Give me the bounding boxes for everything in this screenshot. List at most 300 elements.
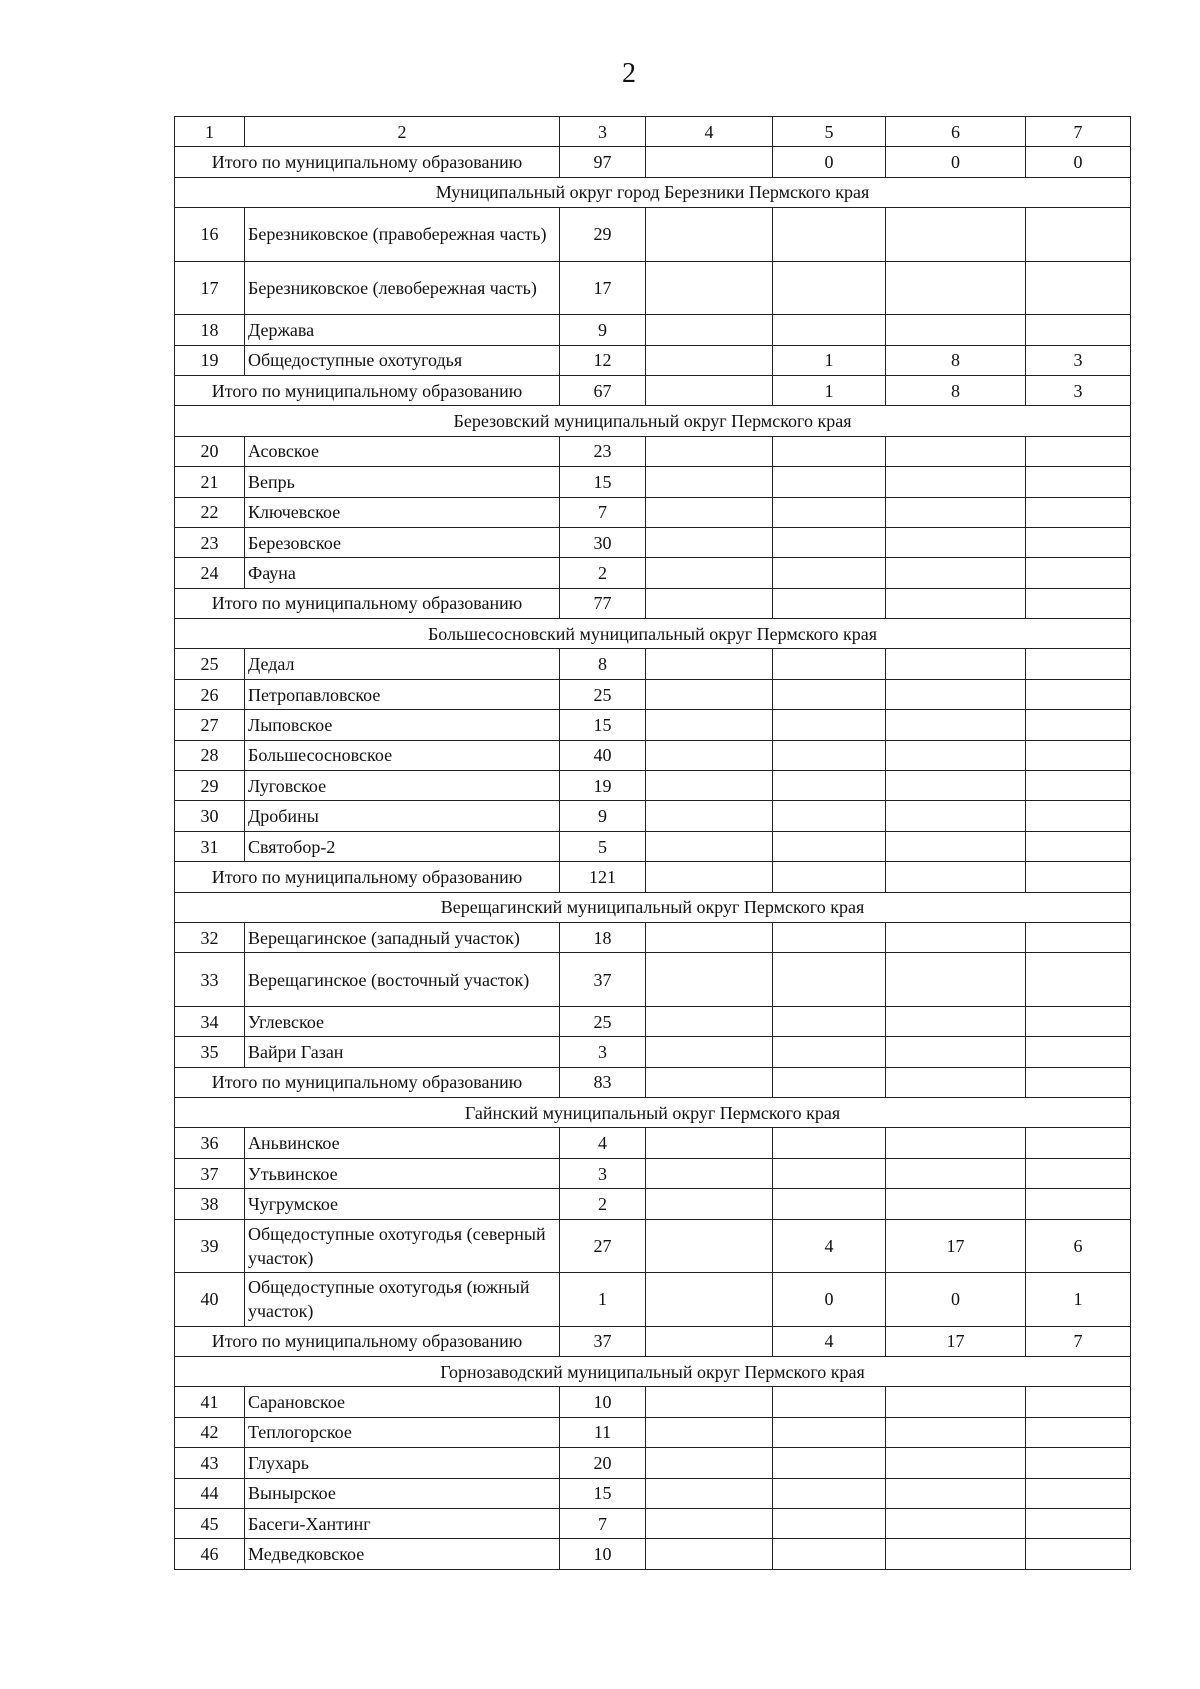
total-value-c3: 67 — [560, 375, 646, 405]
hunting-ground-name: Сарановское — [245, 1387, 560, 1417]
total-value-c6 — [886, 1067, 1026, 1097]
table-row — [175, 771, 1131, 801]
total-value-c5: 4 — [773, 1326, 886, 1356]
table-row — [175, 1387, 1131, 1417]
value-c7 — [1026, 1006, 1131, 1036]
value-c3: 25 — [560, 1006, 646, 1036]
total-label: Итого по муниципальному образованию — [175, 588, 560, 618]
total-value-c6 — [886, 588, 1026, 618]
value-c7 — [1026, 649, 1131, 679]
value-c5 — [773, 771, 886, 801]
column-number-cell: 7 — [1026, 117, 1131, 147]
hunting-ground-name: Асовское — [245, 436, 560, 466]
value-c4 — [646, 831, 773, 861]
table-row — [175, 649, 1131, 679]
value-c7 — [1026, 922, 1131, 952]
table-row — [175, 1478, 1131, 1508]
value-c3: 40 — [560, 740, 646, 770]
value-c5 — [773, 497, 886, 527]
column-number-cell: 5 — [773, 117, 886, 147]
hunting-ground-name: Медведковское — [245, 1539, 560, 1569]
table-row — [175, 679, 1131, 709]
value-c6 — [886, 953, 1026, 1007]
value-c3: 5 — [560, 831, 646, 861]
value-c5 — [773, 1158, 886, 1188]
page-number: 2 — [622, 58, 636, 89]
value-c6 — [886, 558, 1026, 588]
value-c7 — [1026, 1508, 1131, 1538]
row-number: 25 — [175, 649, 245, 679]
hunting-ground-name: Басеги-Хантинг — [245, 1508, 560, 1538]
value-c5 — [773, 467, 886, 497]
value-c5 — [773, 436, 886, 466]
hunting-ground-name: Держава — [245, 315, 560, 345]
value-c7 — [1026, 1478, 1131, 1508]
value-c6 — [886, 1387, 1026, 1417]
total-value-c3: 37 — [560, 1326, 646, 1356]
value-c6 — [886, 315, 1026, 345]
table-row — [175, 922, 1131, 952]
value-c3: 2 — [560, 558, 646, 588]
row-number: 24 — [175, 558, 245, 588]
row-number: 20 — [175, 436, 245, 466]
total-row — [175, 1067, 1131, 1097]
total-value-c6: 0 — [886, 147, 1026, 177]
value-c4 — [646, 436, 773, 466]
row-number: 38 — [175, 1189, 245, 1219]
value-c3: 7 — [560, 497, 646, 527]
value-c7 — [1026, 436, 1131, 466]
value-c6 — [886, 1448, 1026, 1478]
total-label: Итого по муниципальному образованию — [175, 147, 560, 177]
value-c4 — [646, 1006, 773, 1036]
section-header-row — [175, 177, 1131, 207]
value-c5 — [773, 261, 886, 315]
total-value-c7: 7 — [1026, 1326, 1131, 1356]
row-number: 17 — [175, 261, 245, 315]
value-c3: 15 — [560, 467, 646, 497]
table-row — [175, 740, 1131, 770]
hunting-ground-name: Общедоступные охотугодья — [245, 345, 560, 375]
section-header-row — [175, 406, 1131, 436]
row-number: 26 — [175, 679, 245, 709]
value-c5 — [773, 1508, 886, 1538]
table-row — [175, 467, 1131, 497]
table-row — [175, 1273, 1131, 1327]
total-value-c6: 17 — [886, 1326, 1026, 1356]
row-number: 29 — [175, 771, 245, 801]
hunting-ground-name: Березниковское (правобережная часть) — [245, 208, 560, 262]
section-title: Гайнский муниципальный округ Пермского края — [175, 1098, 1131, 1128]
row-number: 39 — [175, 1219, 245, 1273]
section-title: Горнозаводский муниципальный округ Пермского края — [175, 1357, 1131, 1387]
value-c4 — [646, 1128, 773, 1158]
row-number: 32 — [175, 922, 245, 952]
value-c5 — [773, 801, 886, 831]
hunting-ground-name: Аньвинское — [245, 1128, 560, 1158]
row-number: 35 — [175, 1037, 245, 1067]
value-c6 — [886, 1128, 1026, 1158]
table-row — [175, 1006, 1131, 1036]
table-row — [175, 953, 1131, 1007]
table-row — [175, 831, 1131, 861]
value-c4 — [646, 558, 773, 588]
value-c7 — [1026, 1539, 1131, 1569]
total-value-c5 — [773, 1067, 886, 1097]
hunting-ground-name: Фауна — [245, 558, 560, 588]
hunting-ground-name: Березниковское (левобережная часть) — [245, 261, 560, 315]
value-c4 — [646, 1478, 773, 1508]
value-c7 — [1026, 1128, 1131, 1158]
total-value-c4 — [646, 588, 773, 618]
total-value-c4 — [646, 1067, 773, 1097]
row-number: 43 — [175, 1448, 245, 1478]
hunting-ground-name: Дедал — [245, 649, 560, 679]
value-c4 — [646, 527, 773, 557]
value-c7 — [1026, 679, 1131, 709]
value-c6 — [886, 771, 1026, 801]
hunting-ground-name: Вынырское — [245, 1478, 560, 1508]
value-c6 — [886, 922, 1026, 952]
value-c5 — [773, 1006, 886, 1036]
value-c3: 20 — [560, 1448, 646, 1478]
value-c5: 1 — [773, 345, 886, 375]
table-row — [175, 1128, 1131, 1158]
value-c3: 10 — [560, 1539, 646, 1569]
column-number-row — [175, 117, 1131, 147]
row-number: 42 — [175, 1417, 245, 1447]
value-c3: 25 — [560, 679, 646, 709]
value-c4 — [646, 953, 773, 1007]
row-number: 30 — [175, 801, 245, 831]
value-c3: 17 — [560, 261, 646, 315]
total-label: Итого по муниципальному образованию — [175, 1067, 560, 1097]
table-row — [175, 1037, 1131, 1067]
value-c7 — [1026, 710, 1131, 740]
table-row — [175, 1158, 1131, 1188]
value-c5 — [773, 1037, 886, 1067]
column-number-cell: 4 — [646, 117, 773, 147]
table-row — [175, 1508, 1131, 1538]
value-c5 — [773, 922, 886, 952]
value-c6 — [886, 1006, 1026, 1036]
total-row — [175, 375, 1131, 405]
hunting-ground-name: Верещагинское (восточный участок) — [245, 953, 560, 1007]
total-value-c5: 1 — [773, 375, 886, 405]
value-c6 — [886, 649, 1026, 679]
hunting-ground-name: Вепрь — [245, 467, 560, 497]
value-c7 — [1026, 771, 1131, 801]
value-c6 — [886, 1478, 1026, 1508]
total-row — [175, 147, 1131, 177]
value-c4 — [646, 1158, 773, 1188]
value-c5 — [773, 315, 886, 345]
value-c3: 15 — [560, 710, 646, 740]
table-row — [175, 1417, 1131, 1447]
value-c7 — [1026, 1448, 1131, 1478]
hunting-ground-name: Общедоступные охотугодья (южный участок) — [245, 1273, 560, 1327]
hunting-ground-name: Глухарь — [245, 1448, 560, 1478]
value-c7 — [1026, 467, 1131, 497]
section-header-row — [175, 619, 1131, 649]
total-value-c4 — [646, 375, 773, 405]
value-c7 — [1026, 740, 1131, 770]
value-c5 — [773, 1128, 886, 1158]
value-c5 — [773, 208, 886, 262]
row-number: 19 — [175, 345, 245, 375]
value-c7: 6 — [1026, 1219, 1131, 1273]
value-c4 — [646, 922, 773, 952]
row-number: 40 — [175, 1273, 245, 1327]
value-c5: 0 — [773, 1273, 886, 1327]
total-value-c7 — [1026, 1067, 1131, 1097]
table-row — [175, 497, 1131, 527]
section-title: Березовский муниципальный округ Пермского края — [175, 406, 1131, 436]
row-number: 31 — [175, 831, 245, 861]
table-body — [175, 117, 1131, 1570]
value-c7 — [1026, 1387, 1131, 1417]
value-c3: 3 — [560, 1037, 646, 1067]
value-c7 — [1026, 558, 1131, 588]
row-number: 23 — [175, 527, 245, 557]
total-label: Итого по муниципальному образованию — [175, 1326, 560, 1356]
value-c4 — [646, 208, 773, 262]
value-c4 — [646, 740, 773, 770]
value-c5 — [773, 558, 886, 588]
value-c4 — [646, 1273, 773, 1327]
value-c4 — [646, 649, 773, 679]
hunting-ground-name: Вайри Газан — [245, 1037, 560, 1067]
value-c3: 1 — [560, 1273, 646, 1327]
value-c6 — [886, 1037, 1026, 1067]
value-c5 — [773, 649, 886, 679]
value-c7 — [1026, 208, 1131, 262]
section-header-row — [175, 1098, 1131, 1128]
table-row — [175, 1219, 1131, 1273]
value-c4 — [646, 801, 773, 831]
row-number: 37 — [175, 1158, 245, 1188]
value-c6 — [886, 679, 1026, 709]
value-c4 — [646, 345, 773, 375]
table-row — [175, 801, 1131, 831]
row-number: 27 — [175, 710, 245, 740]
value-c6 — [886, 740, 1026, 770]
table-row — [175, 527, 1131, 557]
value-c3: 9 — [560, 315, 646, 345]
table-row — [175, 558, 1131, 588]
hunting-ground-name: Луговское — [245, 771, 560, 801]
value-c7 — [1026, 801, 1131, 831]
value-c6 — [886, 1417, 1026, 1447]
value-c6 — [886, 527, 1026, 557]
value-c3: 12 — [560, 345, 646, 375]
value-c4 — [646, 315, 773, 345]
hunting-ground-name: Ключевское — [245, 497, 560, 527]
column-number-cell: 3 — [560, 117, 646, 147]
value-c3: 30 — [560, 527, 646, 557]
value-c4 — [646, 261, 773, 315]
value-c3: 10 — [560, 1387, 646, 1417]
table-row — [175, 208, 1131, 262]
section-header-row — [175, 892, 1131, 922]
value-c7 — [1026, 953, 1131, 1007]
total-value-c4 — [646, 862, 773, 892]
hunting-ground-name: Святобор-2 — [245, 831, 560, 861]
column-number-cell: 6 — [886, 117, 1026, 147]
hunting-ground-name: Теплогорское — [245, 1417, 560, 1447]
value-c5 — [773, 1387, 886, 1417]
value-c3: 9 — [560, 801, 646, 831]
value-c6 — [886, 801, 1026, 831]
total-value-c7 — [1026, 862, 1131, 892]
row-number: 16 — [175, 208, 245, 262]
section-title: Верещагинский муниципальный округ Пермского края — [175, 892, 1131, 922]
value-c3: 18 — [560, 922, 646, 952]
row-number: 44 — [175, 1478, 245, 1508]
value-c3: 11 — [560, 1417, 646, 1447]
total-row — [175, 588, 1131, 618]
value-c7 — [1026, 1189, 1131, 1219]
table-row — [175, 1539, 1131, 1569]
value-c5 — [773, 1417, 886, 1447]
value-c6 — [886, 261, 1026, 315]
value-c6 — [886, 467, 1026, 497]
value-c6 — [886, 1189, 1026, 1219]
section-title: Большесосновский муниципальный округ Пермского края — [175, 619, 1131, 649]
total-row — [175, 1326, 1131, 1356]
section-title: Муниципальный округ город Березники Пермского края — [175, 177, 1131, 207]
table-row — [175, 261, 1131, 315]
value-c6 — [886, 1539, 1026, 1569]
value-c4 — [646, 1189, 773, 1219]
total-value-c3: 77 — [560, 588, 646, 618]
value-c6 — [886, 1508, 1026, 1538]
value-c4 — [646, 771, 773, 801]
value-c4 — [646, 1219, 773, 1273]
row-number: 36 — [175, 1128, 245, 1158]
value-c4 — [646, 467, 773, 497]
value-c4 — [646, 1037, 773, 1067]
total-label: Итого по муниципальному образованию — [175, 862, 560, 892]
total-value-c7 — [1026, 588, 1131, 618]
hunting-ground-name: Верещагинское (западный участок) — [245, 922, 560, 952]
value-c3: 19 — [560, 771, 646, 801]
row-number: 34 — [175, 1006, 245, 1036]
value-c6 — [886, 831, 1026, 861]
value-c3: 15 — [560, 1478, 646, 1508]
value-c4 — [646, 679, 773, 709]
table-row — [175, 710, 1131, 740]
row-number: 33 — [175, 953, 245, 1007]
row-number: 46 — [175, 1539, 245, 1569]
value-c5 — [773, 710, 886, 740]
value-c5 — [773, 831, 886, 861]
total-value-c5 — [773, 862, 886, 892]
hunting-grounds-table — [174, 116, 1131, 1570]
value-c6 — [886, 208, 1026, 262]
value-c5 — [773, 679, 886, 709]
total-value-c6 — [886, 862, 1026, 892]
table-row — [175, 315, 1131, 345]
value-c7 — [1026, 1158, 1131, 1188]
value-c4 — [646, 710, 773, 740]
hunting-ground-name: Петропавловское — [245, 679, 560, 709]
total-value-c5 — [773, 588, 886, 618]
value-c6 — [886, 1158, 1026, 1188]
value-c7 — [1026, 831, 1131, 861]
total-value-c5: 0 — [773, 147, 886, 177]
hunting-ground-name: Углевское — [245, 1006, 560, 1036]
value-c6: 8 — [886, 345, 1026, 375]
total-value-c6: 8 — [886, 375, 1026, 405]
total-value-c3: 83 — [560, 1067, 646, 1097]
hunting-ground-name: Большесосновское — [245, 740, 560, 770]
total-value-c3: 121 — [560, 862, 646, 892]
row-number: 28 — [175, 740, 245, 770]
column-number-cell: 2 — [245, 117, 560, 147]
value-c5 — [773, 1539, 886, 1569]
table-row — [175, 1189, 1131, 1219]
value-c3: 23 — [560, 436, 646, 466]
value-c3: 2 — [560, 1189, 646, 1219]
value-c7 — [1026, 1037, 1131, 1067]
table-row — [175, 1448, 1131, 1478]
total-value-c7: 3 — [1026, 375, 1131, 405]
value-c7 — [1026, 315, 1131, 345]
value-c5 — [773, 1478, 886, 1508]
column-number-cell: 1 — [175, 117, 245, 147]
value-c4 — [646, 1417, 773, 1447]
total-value-c3: 97 — [560, 147, 646, 177]
value-c6 — [886, 497, 1026, 527]
total-label: Итого по муниципальному образованию — [175, 375, 560, 405]
value-c3: 29 — [560, 208, 646, 262]
total-value-c4 — [646, 147, 773, 177]
row-number: 18 — [175, 315, 245, 345]
value-c3: 3 — [560, 1158, 646, 1188]
value-c4 — [646, 1508, 773, 1538]
value-c5: 4 — [773, 1219, 886, 1273]
value-c5 — [773, 953, 886, 1007]
total-value-c4 — [646, 1326, 773, 1356]
value-c3: 4 — [560, 1128, 646, 1158]
value-c5 — [773, 740, 886, 770]
hunting-ground-name: Чугрумское — [245, 1189, 560, 1219]
value-c4 — [646, 1539, 773, 1569]
total-value-c7: 0 — [1026, 147, 1131, 177]
value-c3: 27 — [560, 1219, 646, 1273]
row-number: 22 — [175, 497, 245, 527]
value-c7 — [1026, 497, 1131, 527]
value-c6 — [886, 436, 1026, 466]
table-row — [175, 345, 1131, 375]
row-number: 21 — [175, 467, 245, 497]
hunting-ground-name: Утьвинское — [245, 1158, 560, 1188]
section-header-row — [175, 1357, 1131, 1387]
value-c3: 7 — [560, 1508, 646, 1538]
hunting-ground-name: Общедоступные охотугодья (северный участок) — [245, 1219, 560, 1273]
value-c5 — [773, 1189, 886, 1219]
value-c3: 8 — [560, 649, 646, 679]
value-c6: 0 — [886, 1273, 1026, 1327]
value-c7: 1 — [1026, 1273, 1131, 1327]
value-c7 — [1026, 1417, 1131, 1447]
value-c3: 37 — [560, 953, 646, 1007]
table-row — [175, 436, 1131, 466]
value-c5 — [773, 527, 886, 557]
value-c6 — [886, 710, 1026, 740]
hunting-ground-name: Дробины — [245, 801, 560, 831]
